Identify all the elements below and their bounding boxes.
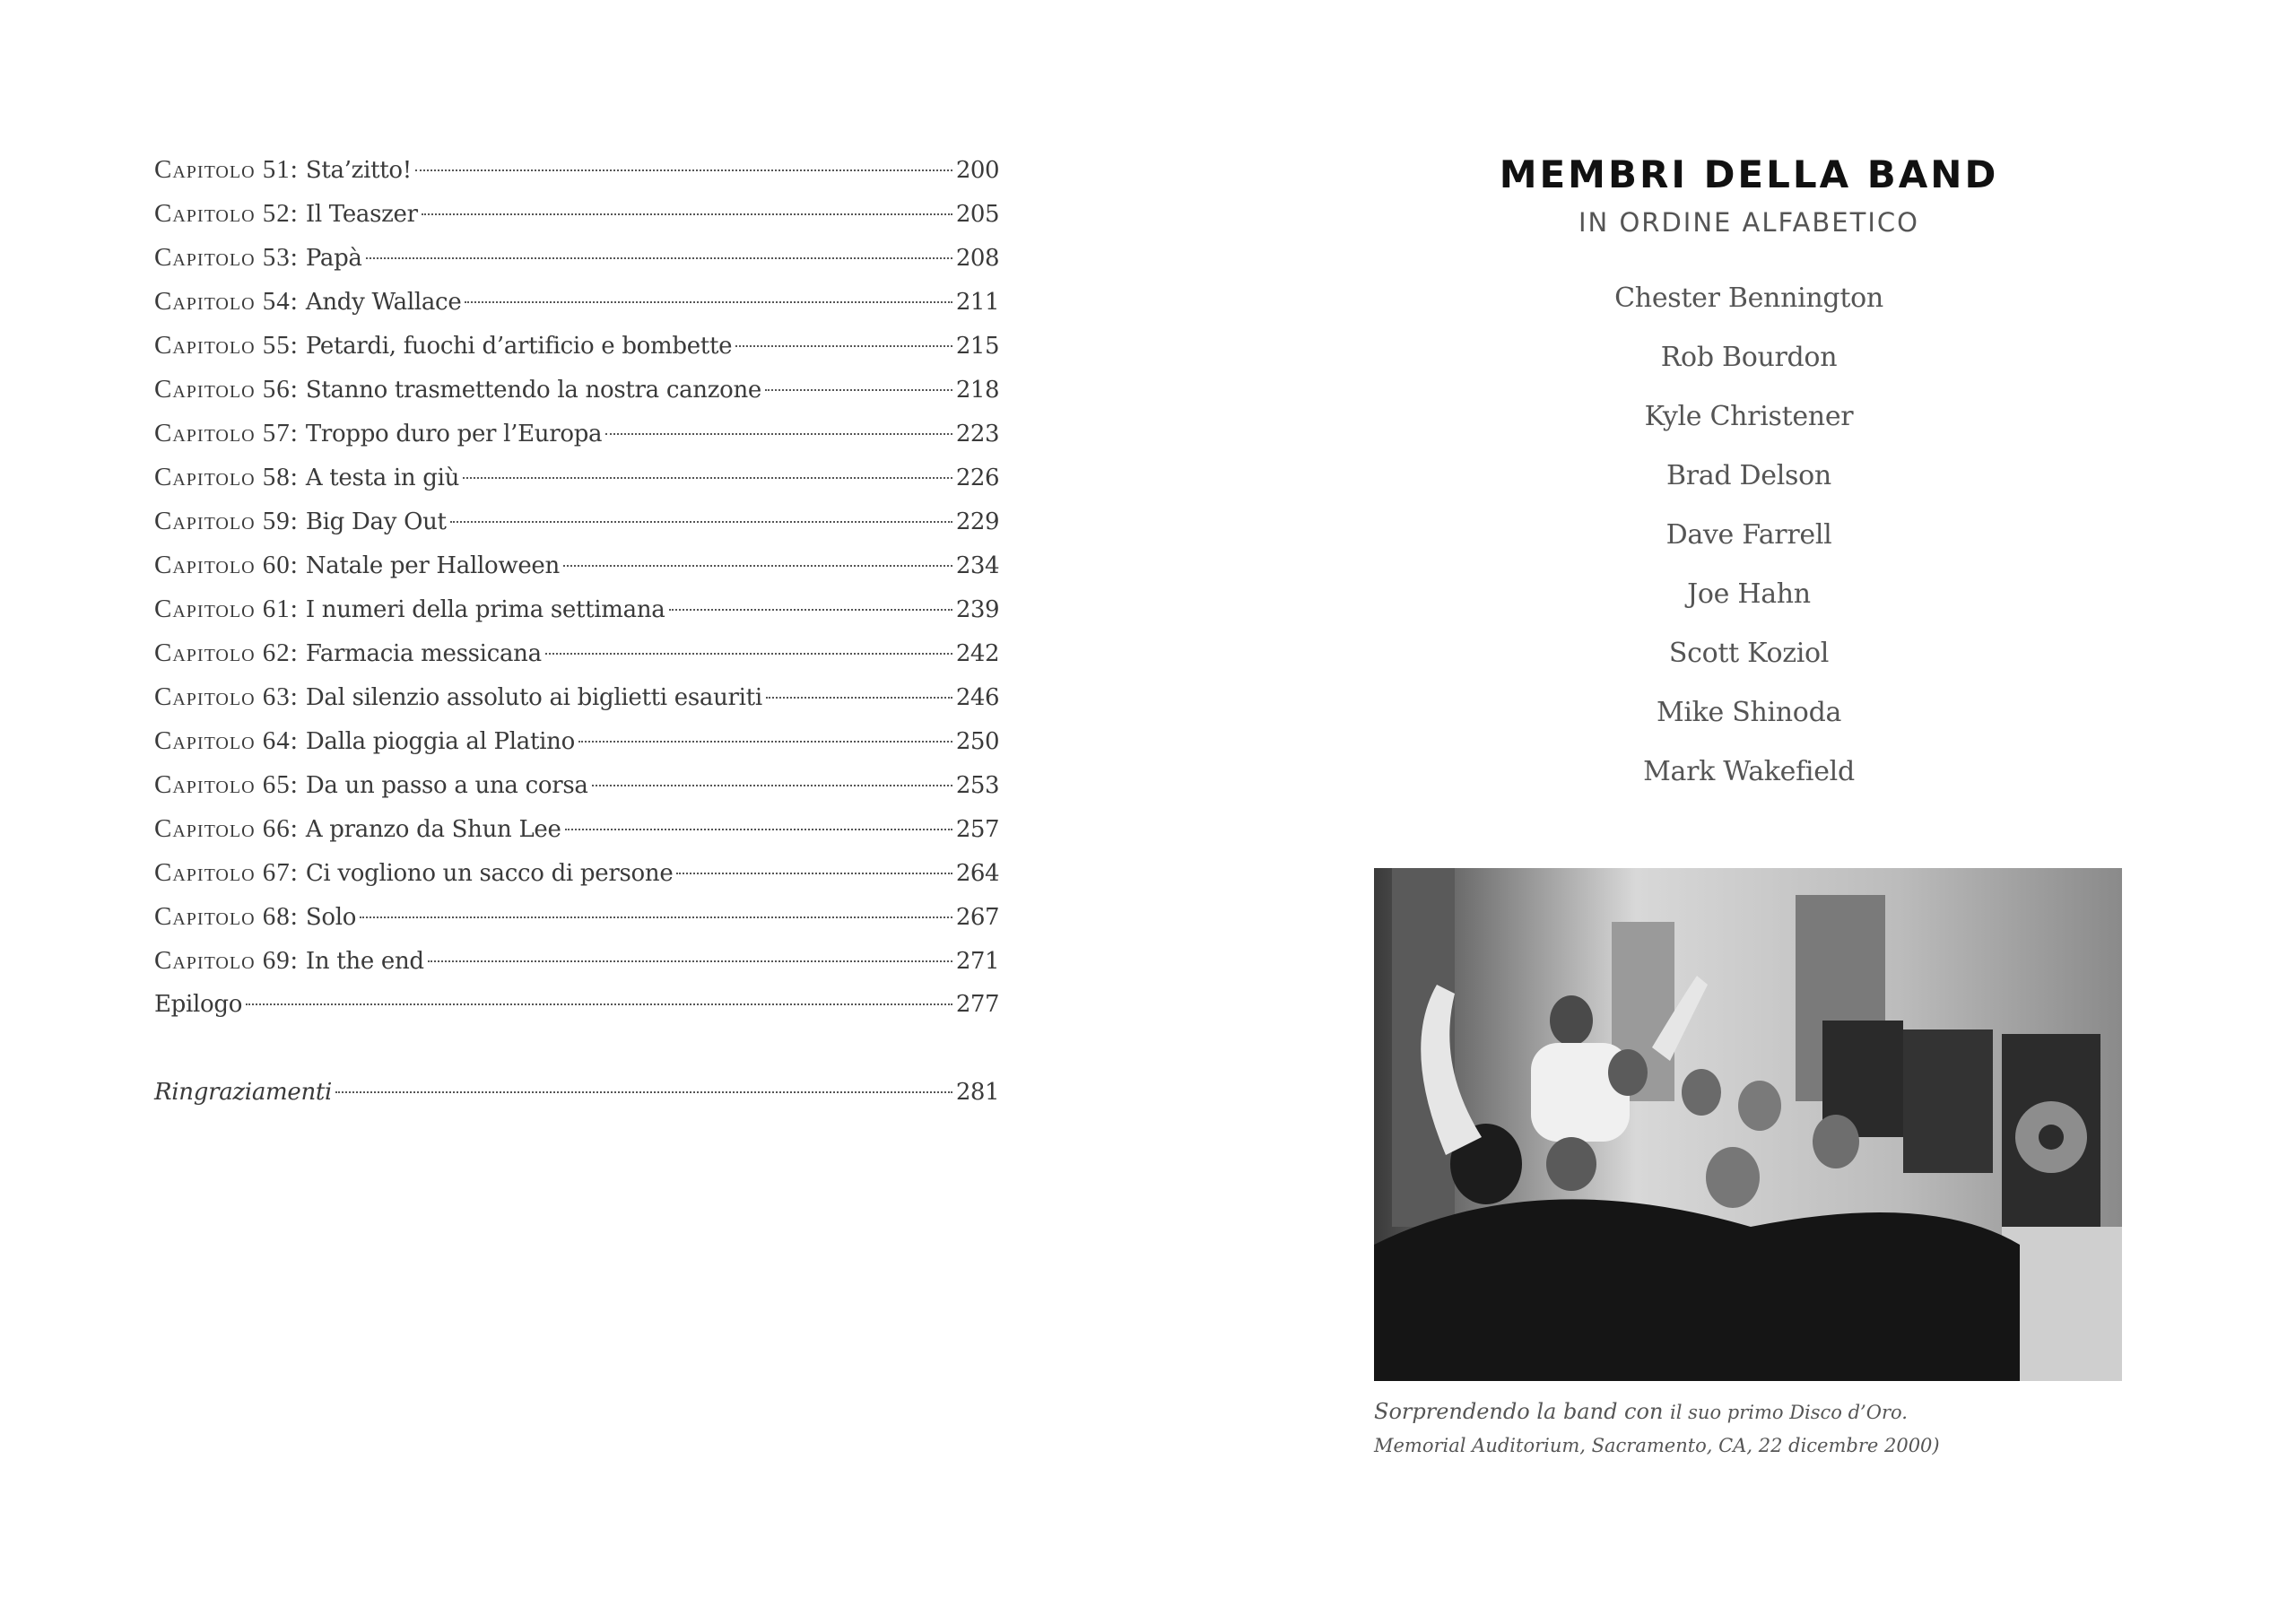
toc-row	[154, 895, 999, 939]
toc-label	[154, 587, 665, 632]
member-name: Brad Delson	[1666, 460, 1831, 491]
toc-row	[154, 324, 999, 368]
toc-chapter-title: Farmacia messicana	[305, 640, 542, 667]
toc-chapter-title: Dalla pioggia al Platino	[305, 728, 575, 755]
toc-page-number: 242	[955, 640, 999, 667]
toc-page-number: 218	[955, 377, 999, 404]
toc-epilogue-title: Epilogo	[154, 991, 243, 1018]
toc-chapter-number: Capitolo 63:	[154, 682, 299, 711]
toc-leader-dots	[360, 916, 952, 918]
toc-label	[154, 192, 418, 237]
toc-leader-dots	[565, 829, 952, 830]
toc-chapter-number: Capitolo 69:	[154, 946, 299, 975]
toc-row	[154, 456, 999, 499]
toc-chapter-number: Capitolo 54:	[154, 287, 299, 316]
toc-chapter-number: Capitolo 55:	[154, 331, 299, 360]
toc-row	[154, 412, 999, 456]
toc-row	[154, 280, 999, 324]
toc-row	[154, 851, 999, 895]
members-heading: MEMBRI DELLA BAND	[1499, 152, 1999, 196]
toc-page-number: 271	[955, 948, 999, 975]
toc-label	[154, 895, 356, 940]
toc-leader-dots	[422, 213, 952, 215]
toc-row	[154, 543, 999, 587]
member-name: Scott Koziol	[1668, 638, 1830, 669]
toc-page-number: 264	[955, 860, 999, 887]
toc-chapter-title: Natale per Halloween	[305, 552, 560, 579]
toc-leader-dots	[428, 960, 952, 962]
toc-leader-dots	[366, 257, 952, 259]
toc-chapter-title: Stanno trasmettendo la nostra canzone	[305, 377, 762, 404]
toc-chapter-number: Capitolo 65:	[154, 770, 299, 799]
toc-leader-dots	[669, 609, 952, 611]
toc-label	[154, 543, 560, 588]
toc-label	[154, 368, 761, 413]
toc-row	[154, 499, 999, 543]
toc-page-number: 234	[955, 552, 999, 579]
toc-chapter-number: Capitolo 58:	[154, 463, 299, 491]
toc-leader-dots	[563, 565, 952, 567]
toc-row	[154, 939, 999, 983]
caption-line-1-part-b: il suo primo Disco d’Oro.	[1670, 1402, 1908, 1423]
toc-chapter-number: Capitolo 67:	[154, 858, 299, 887]
toc-leader-dots	[765, 389, 952, 391]
toc-label	[154, 236, 362, 281]
caption-line-1	[1374, 1395, 2145, 1429]
toc-page-number: 205	[955, 201, 999, 228]
toc-label	[154, 807, 561, 852]
toc-chapter-title: A pranzo da Shun Lee	[305, 816, 561, 843]
toc-page-number: 223	[955, 421, 999, 447]
toc-chapter-number: Capitolo 61:	[154, 595, 299, 623]
table-of-contents	[154, 148, 999, 1115]
toc-chapter-title: Dal silenzio assoluto ai biglietti esauriti	[305, 684, 762, 711]
toc-leader-dots	[578, 741, 952, 743]
member-name: Mike Shinoda	[1656, 697, 1842, 728]
toc-label	[154, 456, 459, 500]
toc-chapter-title: Il Teaszer	[305, 201, 418, 228]
toc-label	[154, 280, 461, 325]
toc-chapter-list	[154, 148, 999, 983]
toc-label	[154, 324, 732, 369]
toc-leader-dots	[545, 653, 952, 655]
toc-chapter-title: In the end	[305, 948, 424, 975]
toc-acknowledgements-page: 281	[955, 1079, 999, 1106]
toc-row	[154, 368, 999, 412]
toc-acknowledgements	[154, 1071, 999, 1115]
toc-page-number: 208	[955, 245, 999, 272]
toc-epilogue-page: 277	[955, 991, 999, 1018]
toc-label	[154, 675, 762, 720]
toc-label	[154, 499, 447, 544]
member-name: Rob Bourdon	[1660, 342, 1838, 373]
toc-chapter-number: Capitolo 53:	[154, 243, 299, 272]
toc-label	[154, 148, 412, 193]
band-photo	[1374, 868, 2122, 1381]
toc-row	[154, 587, 999, 631]
toc-label	[154, 631, 542, 676]
toc-leader-dots	[605, 433, 952, 435]
toc-page-number: 253	[955, 772, 999, 799]
toc-page-number: 239	[955, 596, 999, 623]
toc-chapter-number: Capitolo 60:	[154, 551, 299, 579]
toc-chapter-title: Sta’zitto!	[305, 157, 412, 184]
toc-page-number: 211	[955, 289, 999, 316]
band-members-section	[1363, 151, 2135, 802]
member-name: Dave Farrell	[1665, 519, 1832, 551]
toc-page-number: 246	[955, 684, 999, 711]
toc-chapter-title: Andy Wallace	[305, 289, 462, 316]
toc-row	[154, 148, 999, 192]
toc-leader-dots	[676, 873, 952, 874]
toc-page-number: 250	[955, 728, 999, 755]
toc-page-number: 226	[955, 465, 999, 491]
toc-row	[154, 631, 999, 675]
toc-label	[154, 939, 424, 984]
toc-chapter-title: Da un passo a una corsa	[305, 772, 588, 799]
toc-leader-dots	[246, 1003, 952, 1005]
toc-page-number: 200	[955, 157, 999, 184]
toc-chapter-number: Capitolo 56:	[154, 375, 299, 404]
toc-leader-dots	[450, 521, 952, 523]
toc-chapter-number: Capitolo 51:	[154, 155, 299, 184]
toc-leader-dots	[415, 169, 952, 171]
toc-chapter-title: Ci vogliono un sacco di persone	[305, 860, 674, 887]
toc-page-number: 267	[955, 904, 999, 931]
toc-leader-dots	[766, 697, 952, 699]
toc-leader-dots	[335, 1091, 952, 1093]
toc-chapter-number: Capitolo 59:	[154, 507, 299, 535]
toc-chapter-title: I numeri della prima settimana	[305, 596, 665, 623]
toc-chapter-number: Capitolo 64:	[154, 726, 299, 755]
toc-row	[154, 236, 999, 280]
toc-spacer	[154, 1027, 999, 1071]
toc-row	[154, 192, 999, 236]
toc-chapter-title: Big Day Out	[305, 508, 447, 535]
toc-row	[154, 675, 999, 719]
toc-label	[154, 412, 602, 456]
members-subheading: IN ORDINE ALFABETICO	[1578, 207, 1919, 238]
toc-row	[154, 763, 999, 807]
toc-leader-dots	[465, 301, 952, 303]
member-name: Kyle Christener	[1644, 401, 1854, 432]
toc-chapter-number: Capitolo 52:	[154, 199, 299, 228]
toc-chapter-title: Troppo duro per l’Europa	[305, 421, 603, 447]
toc-chapter-number: Capitolo 62:	[154, 638, 299, 667]
photo-caption	[1374, 1395, 2145, 1463]
toc-leader-dots	[735, 345, 952, 347]
caption-line-1-part-a: Sorprendendo la band con	[1374, 1399, 1671, 1424]
toc-page-number: 257	[955, 816, 999, 843]
toc-row	[154, 807, 999, 851]
band-photo-image	[1374, 868, 2122, 1381]
member-name: Chester Bennington	[1614, 282, 1883, 314]
member-name: Mark Wakefield	[1643, 756, 1855, 787]
toc-label	[154, 851, 673, 896]
toc-acknowledgements-title: Ringraziamenti	[154, 1079, 333, 1106]
toc-page-number: 229	[955, 508, 999, 535]
toc-epilogue	[154, 983, 999, 1027]
toc-chapter-title: A testa in giù	[305, 465, 460, 491]
toc-chapter-title: Solo	[305, 904, 357, 931]
toc-label	[154, 763, 588, 808]
toc-page-number: 215	[955, 333, 999, 360]
toc-chapter-title: Petardi, fuochi d’artificio e bombette	[305, 333, 733, 360]
toc-leader-dots	[592, 785, 952, 786]
caption-line-2: Memorial Auditorium, Sacramento, CA, 22 dicembre 2000)	[1374, 1435, 1940, 1456]
toc-chapter-number: Capitolo 57:	[154, 419, 299, 447]
toc-leader-dots	[463, 477, 952, 479]
member-name: Joe Hahn	[1687, 578, 1811, 610]
toc-row	[154, 719, 999, 763]
toc-label	[154, 719, 575, 764]
toc-chapter-number: Capitolo 66:	[154, 814, 299, 843]
toc-chapter-title: Papà	[305, 245, 362, 272]
members-list	[1363, 269, 2135, 802]
toc-chapter-number: Capitolo 68:	[154, 902, 299, 931]
